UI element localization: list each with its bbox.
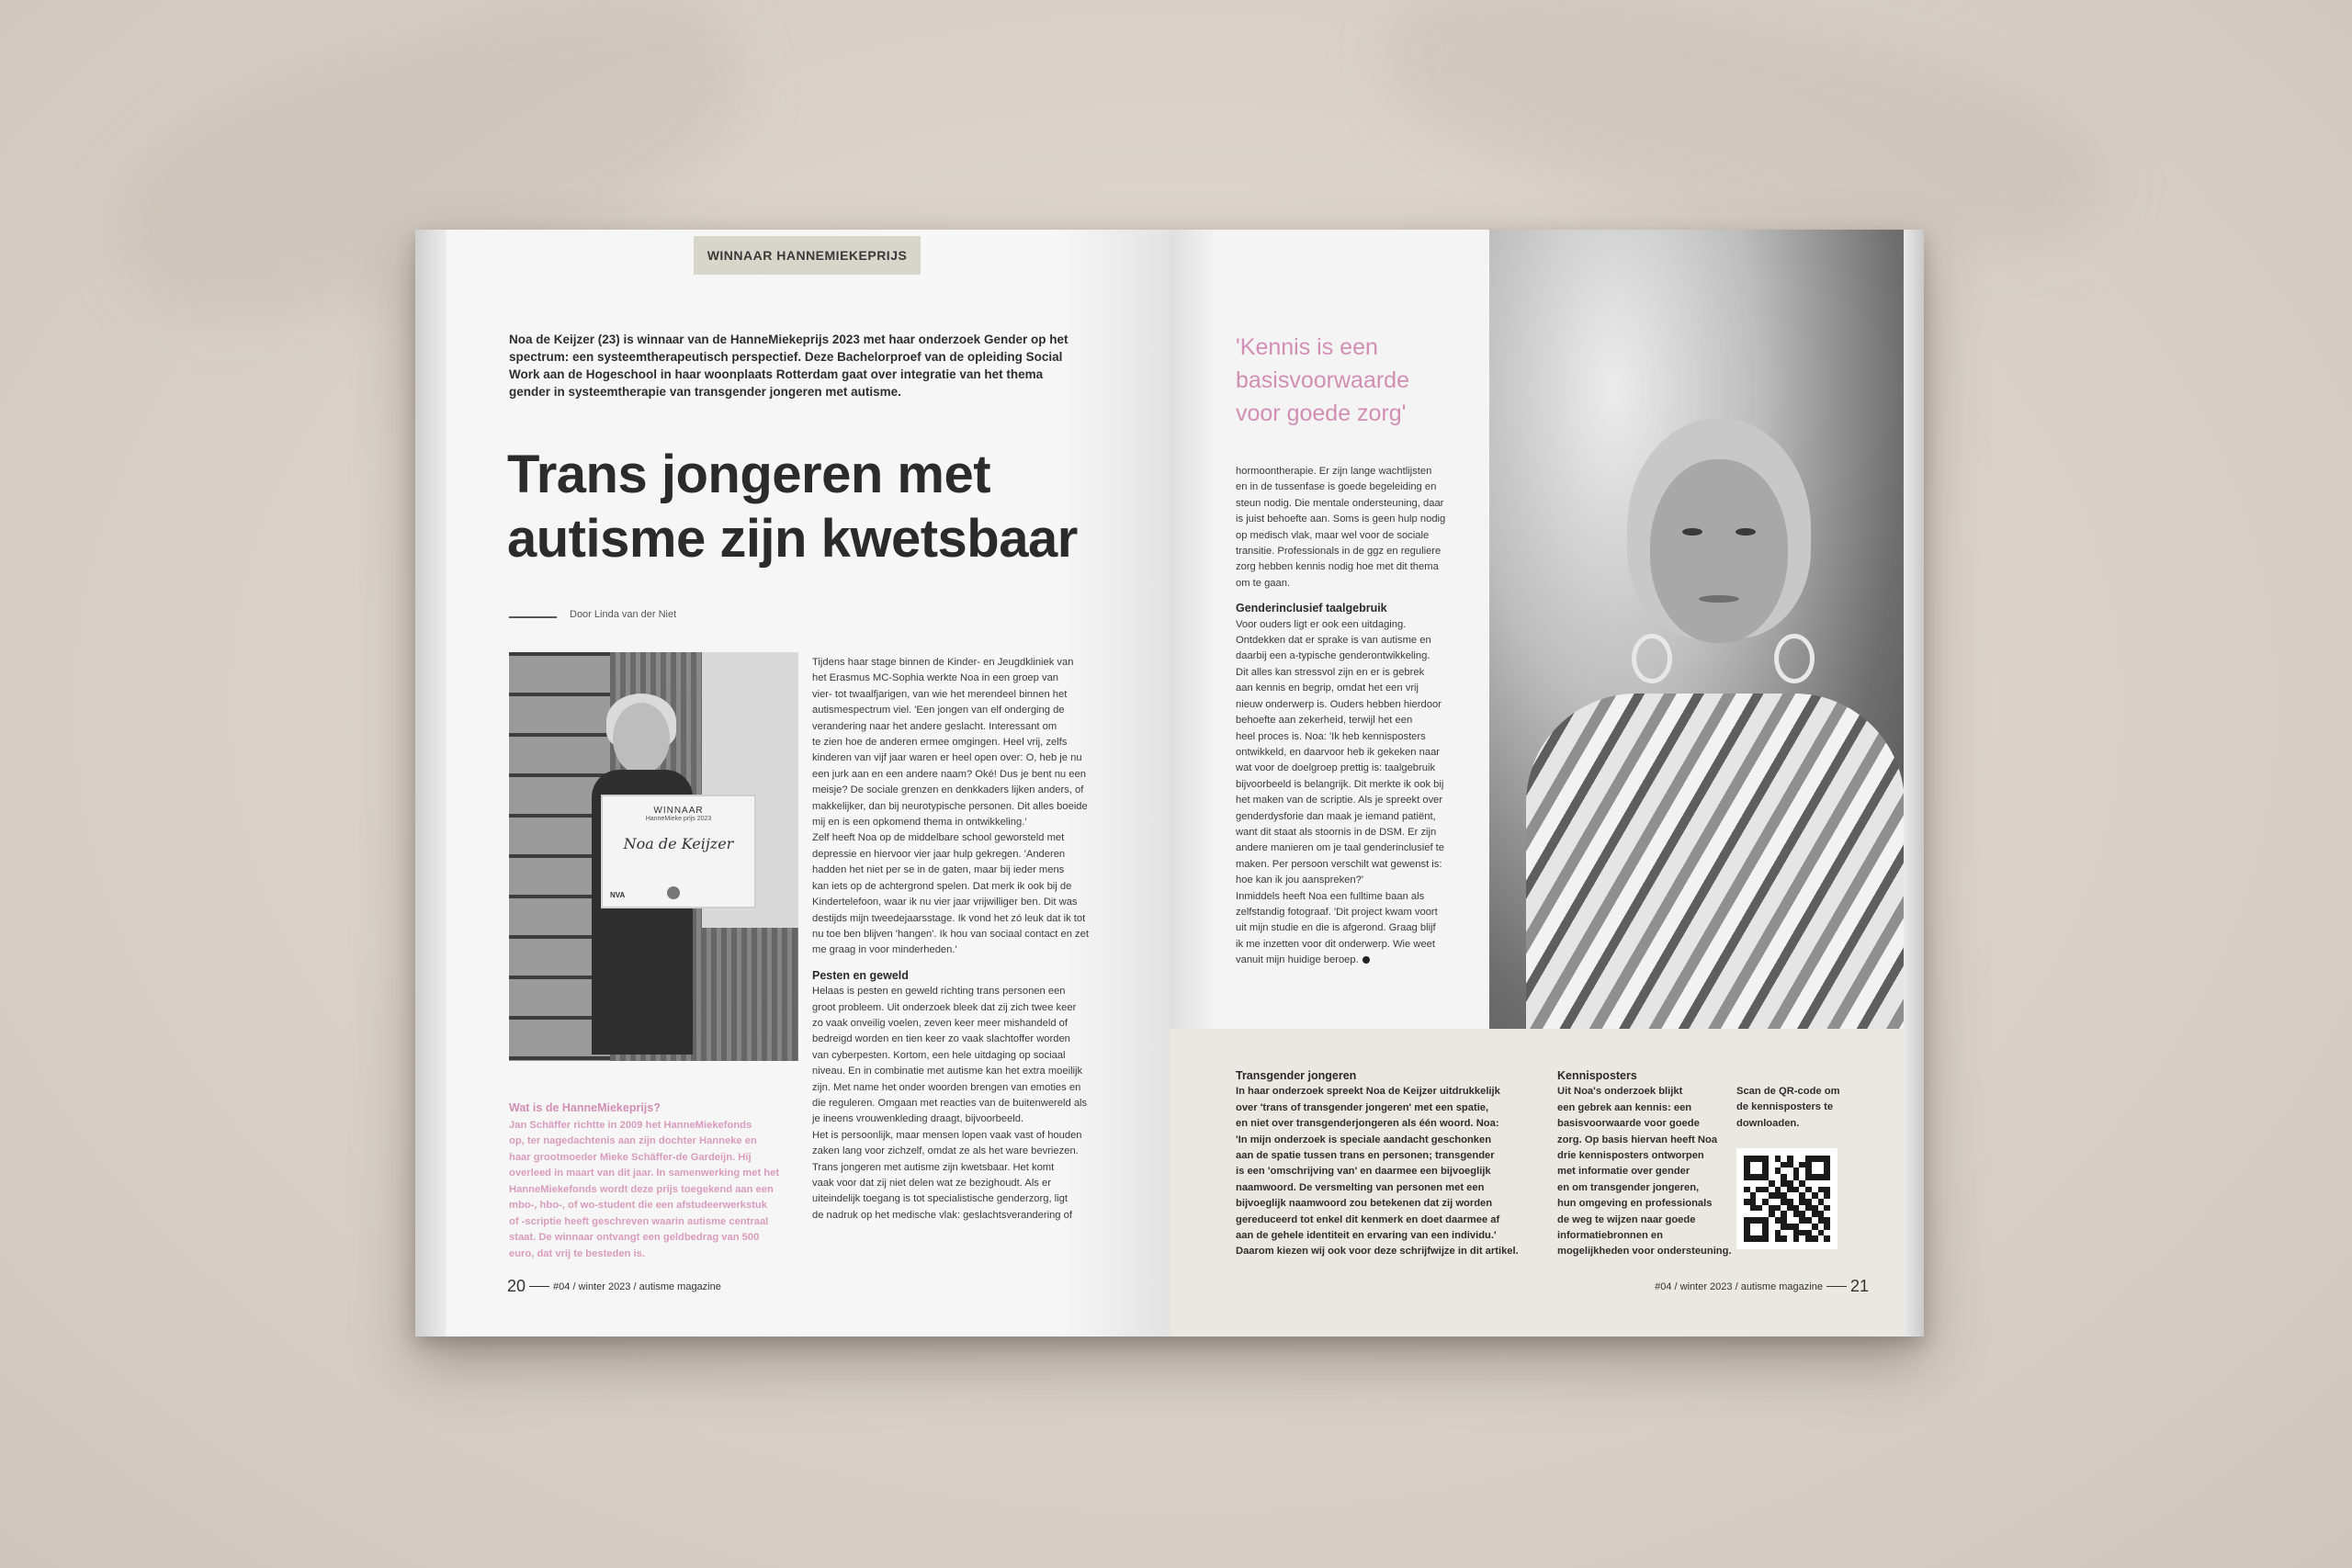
intro-line: spectrum: een systeemtherapeutisch perspectief. Deze Bachelorproef van de opleiding Social	[509, 350, 1063, 364]
box-line: een gebrek aan kennis: een	[1557, 1101, 1692, 1113]
box-line: basisvoorwaarde voor goede	[1557, 1118, 1700, 1130]
body-line: de nadruk op het medische vlak: geslachtsverandering of	[812, 1209, 1072, 1221]
transgender-box	[1236, 1068, 1530, 1260]
box-line: hun omgeving en professionals	[1557, 1198, 1713, 1210]
headline-line: Trans jongeren met	[507, 445, 991, 504]
body-line: transitie. Professionals in de ggz en reguliere	[1236, 546, 1442, 558]
box-line: de weg te wijzen naar goede	[1557, 1213, 1696, 1225]
box-line: aan de gehele identiteit en ervaring van een individu.'	[1236, 1230, 1497, 1242]
sidebar-line: of -scriptie heeft geschreven waarin autisme centraal	[509, 1215, 769, 1227]
portrait-photo	[1489, 230, 1905, 1029]
page-edge	[415, 230, 447, 1337]
intro-line: Noa de Keijzer (23) is winnaar van de HanneMiekeprijs 2023 met haar onderzoek Gender op het	[509, 333, 1069, 346]
box-title: Kennisposters	[1557, 1069, 1637, 1082]
article-column	[1236, 464, 1465, 969]
body-line: zijn. Met name het onder woorden brengen van emoties en	[812, 1081, 1081, 1093]
sidebar-line: HanneMiekefonds wordt deze prijs toegekend aan een	[509, 1183, 774, 1195]
seal-icon	[667, 886, 680, 899]
body-line: bedreigd worden en tien keer zo vaak slachtoffer worden	[812, 1033, 1070, 1045]
body-line: Dit alles kan stressvol zijn en er is gebrek	[1236, 666, 1425, 678]
qr-caption	[1736, 1084, 1847, 1132]
byline: Door Linda van der Niet	[570, 609, 677, 620]
body-line: een jurk aan en een andere naam? Oké! Dus je bent nu een	[812, 768, 1086, 780]
person-head	[613, 703, 670, 774]
body-line: andere manieren om je taal genderinclusief te	[1236, 842, 1444, 854]
body-line: hormoontherapie. Er zijn lange wachtlijsten	[1236, 466, 1432, 477]
body-line: van cyberpesten. Kortom, een hele uitdaging op sociaal	[812, 1049, 1066, 1061]
sidebar-line: overleed in maart van dit jaar. In samenwerking met het	[509, 1168, 780, 1179]
body-line: Inmiddels heeft Noa een fulltime baan als	[1236, 890, 1425, 902]
box-line: is een 'omschrijving van' en daarmee een bijvoeglijk	[1236, 1166, 1491, 1178]
body-line: die reguleren. Omgaan met reacties van de buitenwereld als	[812, 1097, 1088, 1109]
body-line: nieuw onderwerp is. Ouders hebben hierdoor	[1236, 698, 1442, 710]
body-line: zelfstandig fotograaf. 'Dit project kwam voort	[1236, 906, 1438, 918]
pullquote-line: basisvoorwaarde	[1236, 367, 1409, 393]
sidebar-line: euro, dat vrij te besteden is.	[509, 1247, 645, 1259]
folio-rule	[529, 1286, 549, 1287]
page-footer	[1655, 1277, 1869, 1296]
box-line: informatiebronnen en	[1557, 1230, 1663, 1242]
body-line: kan iets op de achtergrond spelen. Dat merk ik ook bij de	[812, 880, 1072, 892]
sidebar-line: haar grootmoeder Mieke Schäffer-de Gardeijn. Hij	[509, 1151, 752, 1163]
box-line: Daarom kiezen wij ook voor deze schrijfwijze in dit artikel.	[1236, 1246, 1519, 1258]
striped-shirt	[1526, 694, 1905, 1029]
body-line: Trans jongeren met autisme zijn kwetsbaar. Het komt	[812, 1161, 1055, 1173]
box-line: mogelijkheden voor ondersteuning.	[1557, 1246, 1732, 1258]
box-line: drie kennisposters ontworpen	[1557, 1150, 1704, 1162]
body-line: Helaas is pesten en geweld richting trans personen een	[812, 986, 1066, 998]
intro-line: gender in systeemtherapie van transgender jongeren met autisme.	[509, 385, 901, 399]
byline-rule	[509, 616, 557, 618]
body-line: zo vaak onveilig voelen, zeven keer meer mishandeld of	[812, 1017, 1068, 1029]
sidebar-line: Jan Schäffer richtte in 2009 het HanneMiekefonds	[509, 1119, 752, 1131]
box-line: met informatie over gender	[1557, 1166, 1690, 1178]
subheading: Pesten en geweld	[812, 968, 909, 982]
body-line	[1236, 953, 1465, 968]
page-number: 20	[507, 1277, 526, 1295]
body-line: nu toe ben blijven 'hangen'. Ik hou van sociaal contact en zet	[812, 928, 1089, 940]
box-line: zorg. Op basis hiervan heeft Noa	[1557, 1134, 1718, 1145]
body-line: Kindertelefoon, waar ik nu vier jaar vrijwilliger ben. Dit was	[812, 897, 1078, 908]
body-line: autismespectrum viel. 'Een jongen van elf onderging de	[812, 705, 1065, 716]
box-title: Transgender jongeren	[1236, 1069, 1357, 1082]
page-footer	[507, 1277, 721, 1296]
body-line: mij en is een opkomend thema in ontwikkeling.'	[812, 817, 1027, 829]
box-line: gereduceerd tot enkel dit kenmerk en doet daarmee af	[1236, 1213, 1500, 1225]
certificate-title: WINNAAR	[653, 806, 704, 816]
hoop-earring	[1774, 634, 1815, 683]
body-line: hadden het niet per se in de gaten, maar bij ieder mens	[812, 864, 1065, 876]
body-line: aan kennis en begrip, omdat het een vrij	[1236, 682, 1419, 694]
body-line: uit mijn studie en die is afgerond. Graag blijf	[1236, 922, 1436, 934]
body-line: me graag in voor minderheden.'	[812, 944, 957, 956]
qr-pattern	[1744, 1156, 1830, 1242]
body-line: zaken lang voor zichzelf, omdat ze als het ware bevriezen.	[812, 1145, 1079, 1157]
intro-line: Work aan de Hogeschool in haar woonplaats Rotterdam gaat over integratie van het thema	[509, 367, 1044, 381]
eye	[1682, 528, 1702, 536]
body-line: want dit staat als stoornis in de DSM. Er zijn	[1236, 826, 1437, 838]
box-line: bijvoeglijk naamwoord zou betekenen dat zij worden	[1236, 1198, 1493, 1210]
body-line: hoe kan ik jou aanspreken?'	[1236, 874, 1363, 886]
section-kicker: WINNAAR HANNEMIEKEPRIJS	[694, 236, 921, 275]
page-edge	[1904, 230, 1924, 1337]
pullquote-line: voor goede zorg'	[1236, 400, 1407, 426]
body-line: groot probleem. Uit onderzoek bleek dat zij zich twee keer	[812, 1001, 1077, 1013]
certificate-subtitle: HanneMieke prijs 2023	[645, 816, 712, 822]
body-line: bijvoorbeeld is belangrijk. Dit merkte ik ook bij	[1236, 778, 1444, 790]
pull-quote	[1236, 331, 1475, 430]
body-line: vier- tot twaalfjarigen, van wie het merendeel binnen het	[812, 688, 1068, 700]
winner-photo	[509, 652, 798, 1061]
body-line-text: vanuit mijn huidige beroep.	[1236, 954, 1359, 966]
folio-rule	[1826, 1286, 1847, 1287]
qr-line: Scan de QR-code om	[1736, 1086, 1840, 1097]
body-line: uiteindelijk toegang is tot specialistische genderzorg, ligt	[812, 1193, 1068, 1205]
body-line: verandering naar het andere geslacht. Interessant om	[812, 720, 1057, 732]
sidebar-title: Wat is de HanneMiekeprijs?	[509, 1101, 661, 1114]
qr-line: de kennisposters te	[1736, 1101, 1834, 1113]
body-line: Ontdekken dat er sprake is van autisme en	[1236, 635, 1431, 647]
body-line: het Erasmus MC-Sophia werkte Noa in een groep van	[812, 672, 1059, 684]
magazine-spread	[415, 230, 1924, 1337]
body-line: heel proces is. Noa: 'Ik heb kennisposters	[1236, 730, 1426, 742]
body-line: je ineens vrouwenkleding draagt, bijvoorbeeld.	[812, 1113, 1024, 1125]
page-number: 21	[1849, 1277, 1869, 1295]
body-line: behoefte aan zekerheid, terwijl het een	[1236, 715, 1413, 727]
body-line: steun nodig. Die mentale ondersteuning, daar	[1236, 497, 1444, 509]
sidebar-line: staat. De winnaar ontvangt een geldbedrag van 500	[509, 1232, 760, 1243]
sidebar-line: mbo-, hbo-, of wo-student die een afstudeerwerkstuk	[509, 1200, 767, 1211]
body-line: vaak voor dat zij niet delen wat ze bezighoudt. Als er	[812, 1178, 1051, 1189]
posters-box	[1557, 1068, 1732, 1260]
box-line: en om transgender jongeren,	[1557, 1181, 1700, 1193]
body-line: om te gaan.	[1236, 577, 1291, 589]
sidebar-line: op, ter nagedachtenis aan zijn dochter Hanneke en	[509, 1135, 757, 1146]
pullquote-line: 'Kennis is een	[1236, 334, 1378, 360]
body-line: ik me inzetten voor dit onderwerp. Wie weet	[1236, 938, 1436, 950]
body-line: meisje? De sociale grenzen en denkkaders lijken anders, of	[812, 784, 1084, 796]
qr-line: downloaden.	[1736, 1117, 1800, 1129]
body-line: is juist behoefte aan. Soms is geen hulp nodig	[1236, 513, 1446, 525]
certificate-name: Noa de Keijzer	[623, 835, 734, 852]
body-line: daarbij een a-typische genderontwikkeling.	[1236, 650, 1430, 662]
left-page	[415, 230, 1170, 1337]
body-line: destijds mijn tweedejaarsstage. Ik vond het zó leuk dat ik tot	[812, 912, 1086, 924]
body-line: Het is persoonlijk, maar mensen lopen vaak vast of houden	[812, 1129, 1082, 1141]
box-line: over 'trans of transgender jongeren' met een spatie,	[1236, 1101, 1489, 1113]
hoop-earring	[1632, 634, 1672, 683]
box-line: aan de spatie tussen trans en personen; transgender	[1236, 1150, 1495, 1162]
headline-line: autisme zijn kwetsbaar	[507, 509, 1078, 569]
box-line: en niet over transgenderjongeren als één woord. Noa:	[1236, 1118, 1499, 1130]
article-column	[812, 655, 1104, 1224]
body-line: het maken van de scriptie. Als je spreekt over	[1236, 795, 1443, 807]
end-mark-icon	[1363, 956, 1370, 964]
body-line: wat voor de doelgroep prettig is: taalgebruik	[1236, 762, 1436, 774]
mouth	[1699, 595, 1739, 603]
info-sidebar	[509, 1100, 798, 1262]
body-line: ontwikkeld, en daarvoor heb ik gekeken naar	[1236, 746, 1441, 758]
body-line: genderdysforie dan maak je iemand patiënt,	[1236, 810, 1436, 822]
body-line: Zelf heeft Noa op de middelbare school geworsteld met	[812, 832, 1065, 844]
body-line: kinderen van vijf jaar waren er heel open over: O, heb je nu	[812, 752, 1082, 764]
box-line: naamwoord. De versmelting van personen met een	[1236, 1181, 1485, 1193]
qr-code-icon[interactable]	[1736, 1148, 1838, 1249]
portrait-face	[1650, 459, 1788, 643]
article-intro	[509, 331, 1097, 400]
body-line: op medisch vlak, maar wel voor de sociale	[1236, 529, 1430, 541]
body-line: Voor ouders ligt er ook een uitdaging.	[1236, 618, 1407, 630]
body-line: depressie en hiervoor vier jaar hulp gekregen. 'Anderen	[812, 848, 1066, 860]
body-line: zorg hebben kennis nodig hoe met dit thema	[1236, 561, 1439, 573]
body-line: makkelijker, dan bij neurotypische personen. Dit alles boeide	[812, 800, 1088, 812]
body-line: maken. Per persoon verschilt wat gewenst is:	[1236, 858, 1442, 870]
right-page	[1170, 230, 1924, 1337]
body-line: niveau. En in combinatie met autisme kan het extra moeilijk	[812, 1066, 1083, 1077]
award-certificate	[601, 795, 756, 908]
body-line: te zien hoe de anderen ermee omgingen. Heel vrij, zelfs	[812, 737, 1068, 749]
article-headline	[507, 443, 1132, 571]
body-line: en in de tussenfase is goede begeleiding en	[1236, 481, 1437, 493]
folio-text: #04 / winter 2023 / autisme magazine	[1655, 1280, 1823, 1292]
subheading: Genderinclusief taalgebruik	[1236, 602, 1387, 615]
folio-text: #04 / winter 2023 / autisme magazine	[553, 1280, 721, 1292]
box-line: Uit Noa's onderzoek blijkt	[1557, 1086, 1683, 1098]
box-line: In haar onderzoek spreekt Noa de Keijzer uitdrukkelijk	[1236, 1086, 1500, 1098]
box-line: 'In mijn onderzoek is speciale aandacht geschonken	[1236, 1134, 1492, 1145]
body-line: Tijdens haar stage binnen de Kinder- en Jeugdkliniek van	[812, 657, 1074, 668]
eye	[1736, 528, 1756, 536]
nva-logo: NVA	[610, 891, 626, 899]
